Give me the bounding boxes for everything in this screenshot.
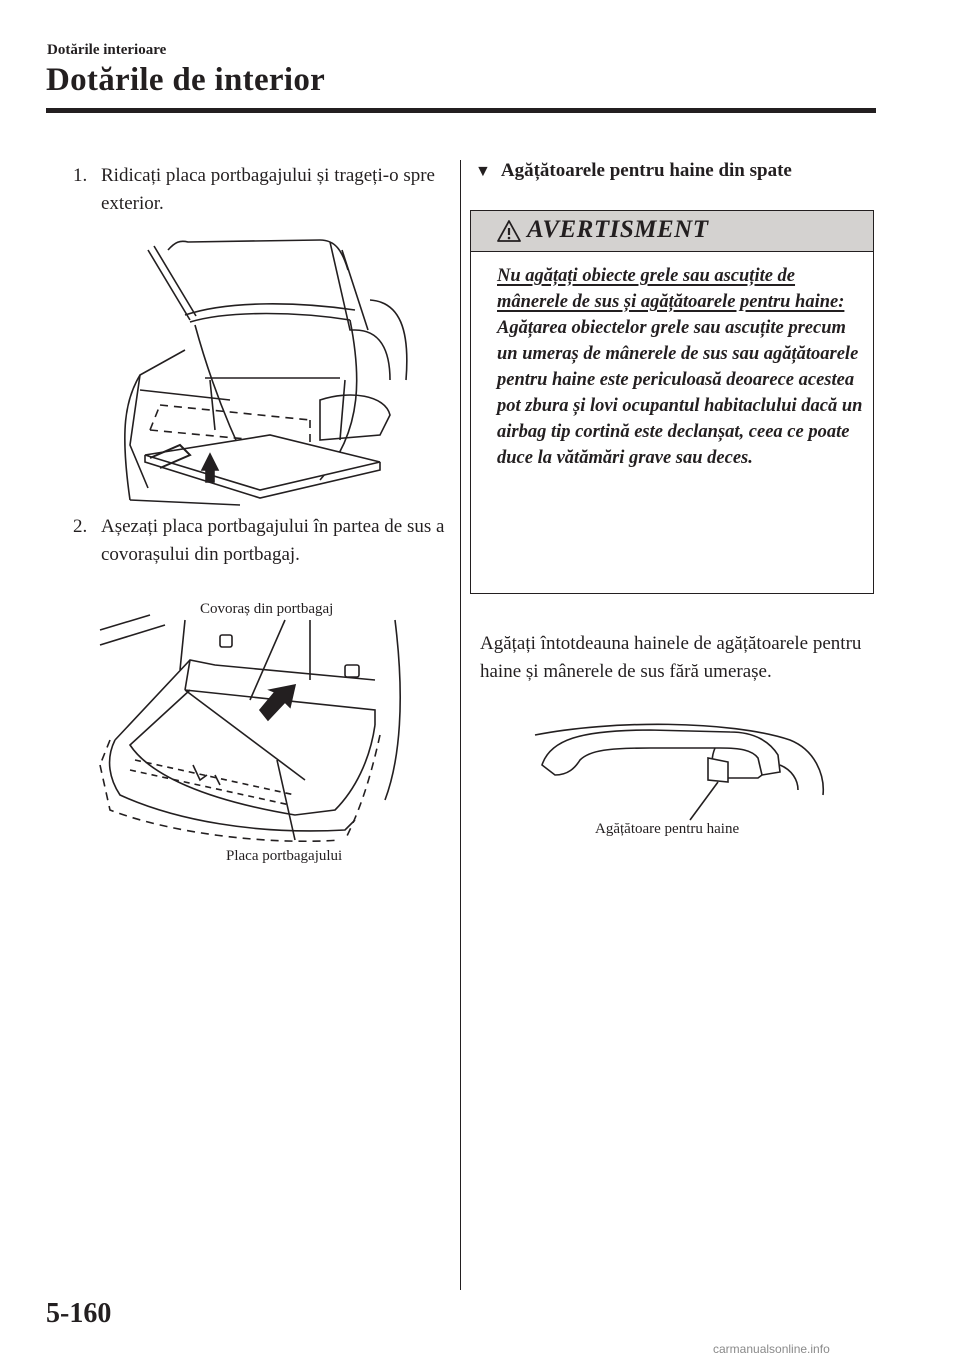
label-cargo-mat: Covoraș din portbagaj <box>200 601 334 617</box>
watermark: carmanualsonline.info <box>713 1342 830 1356</box>
label-cargo-board: Placa portbagajului <box>226 848 343 864</box>
title-rule <box>46 108 876 113</box>
step-text: Așezați placa portbagajului în partea de sus a covorașului din portbagaj. <box>101 516 445 565</box>
triangle-bullet-icon: ▼ <box>475 163 491 180</box>
warning-triangle-icon <box>496 219 522 243</box>
step-2 <box>73 513 483 573</box>
step-1 <box>73 162 483 222</box>
warning-box <box>470 210 874 594</box>
label-clothes-hook: Agățătoare pentru haine <box>595 821 740 837</box>
column-divider <box>460 160 461 1290</box>
page-title: Dotările de interior <box>46 62 326 98</box>
step-number: 1. <box>73 165 88 186</box>
warning-header <box>471 211 873 252</box>
warning-title: AVERTISMENT <box>527 216 709 243</box>
figure-cargo-placed <box>95 600 415 850</box>
page-number: 5-160 <box>46 1298 112 1329</box>
warning-text: Agățarea obiectelor grele sau ascuțite precum un umeraș de mânerele de sus sau agățătoarele pentru haine este periculoasă deoarece acestea pot zbura și lovi ocupantul habitaclului dacă un airbag tip cortină este declanșat, ceea ce poate duce la vătămări grave sau deces. <box>497 318 863 468</box>
figure-cargo-lift <box>110 230 410 505</box>
warning-lead: Nu agățați obiecte grele sau ascuțite de mânerele de sus și agățătoarele pentru haine: <box>497 266 845 312</box>
step-text: Ridicați placa portbagajului și trageți-o spre exterior. <box>101 165 435 214</box>
warning-body <box>497 263 867 471</box>
section-heading <box>475 160 792 182</box>
figure-clothes-hook <box>530 720 830 830</box>
instruction-paragraph: Agățați întotdeauna hainele de agățătoarele pentru haine și mânerele de sus fără umerașe. <box>480 633 862 682</box>
section-label: Dotările interioare <box>47 42 167 58</box>
heading-text: Agățătoarele pentru haine din spate <box>500 160 792 181</box>
step-number: 2. <box>73 516 88 537</box>
